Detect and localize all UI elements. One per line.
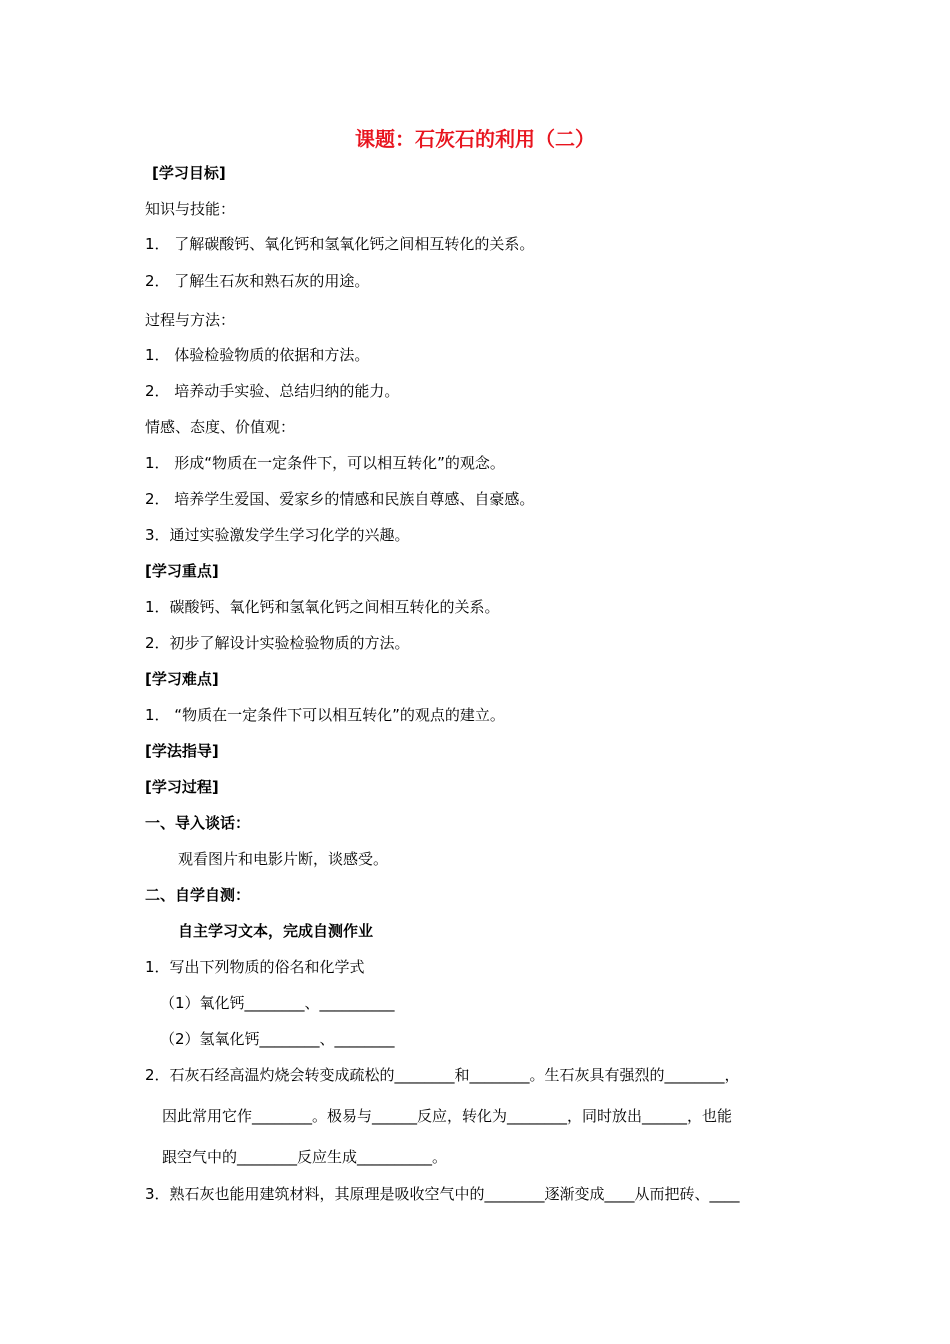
emotion-item: 3．通过实验激发学生学习化学的兴趣。 <box>145 526 410 544</box>
question-3-line: 3．熟石灰也能用建筑材料，其原理是吸收空气中的________逐渐变成____从而把砖、____ <box>145 1185 740 1203</box>
question-1a: （1）氧化钙________、__________ <box>160 994 395 1012</box>
question-2-line: 因此常用它作________。极易与______反应，转化为________，同时放出______，也能 <box>162 1107 733 1125</box>
section2-subheading: 自主学习文本，完成自测作业 <box>178 922 374 940</box>
difficulty-item: 1． “物质在一定条件下可以相互转化”的观点的建立。 <box>145 706 505 724</box>
question-2-line: 2．石灰石经高温灼烧会转变成疏松的________和________。生石灰具有强烈的________， <box>145 1066 740 1084</box>
section1-heading: 一、导入谈话： <box>145 814 251 832</box>
document-title: 课题：石灰石的利用（二） <box>355 127 595 151</box>
section2-heading: 二、自学自测： <box>145 886 251 904</box>
process-item: 1． 体验检验物质的依据和方法。 <box>145 346 370 364</box>
question-1b: （2）氢氧化钙________、________ <box>160 1030 395 1048</box>
knowledge-item: 2． 了解生石灰和熟石灰的用途。 <box>145 272 370 290</box>
section1-text: 观看图片和电影片断，谈感受。 <box>178 850 389 868</box>
difficulties-heading: [学习难点] <box>145 670 219 688</box>
process-heading: [学习过程] <box>145 778 219 796</box>
process-item: 2． 培养动手实验、总结归纳的能力。 <box>145 382 400 400</box>
emotion-item: 1． 形成“物质在一定条件下，可以相互转化”的观念。 <box>145 454 505 472</box>
key-points-heading: [学习重点] <box>145 562 219 580</box>
knowledge-item: 1． 了解碳酸钙、氧化钙和氢氧化钙之间相互转化的关系。 <box>145 235 535 253</box>
key-point-item: 1．碳酸钙、氧化钙和氢氧化钙之间相互转化的关系。 <box>145 598 500 616</box>
method-heading: [学法指导] <box>145 742 219 760</box>
key-point-item: 2．初步了解设计实验检验物质的方法。 <box>145 634 410 652</box>
emotion-item: 2． 培养学生爱国、爱家乡的情感和民族自尊感、自豪感。 <box>145 490 535 508</box>
objectives-heading: [学习目标] <box>152 164 226 182</box>
process-method-heading: 过程与方法： <box>145 311 236 329</box>
question-1: 1．写出下列物质的俗名和化学式 <box>145 958 365 976</box>
knowledge-heading: 知识与技能： <box>145 200 236 218</box>
question-2-line: 跟空气中的________反应生成__________。 <box>162 1148 448 1166</box>
emotion-heading: 情感、态度、价值观： <box>145 418 296 436</box>
